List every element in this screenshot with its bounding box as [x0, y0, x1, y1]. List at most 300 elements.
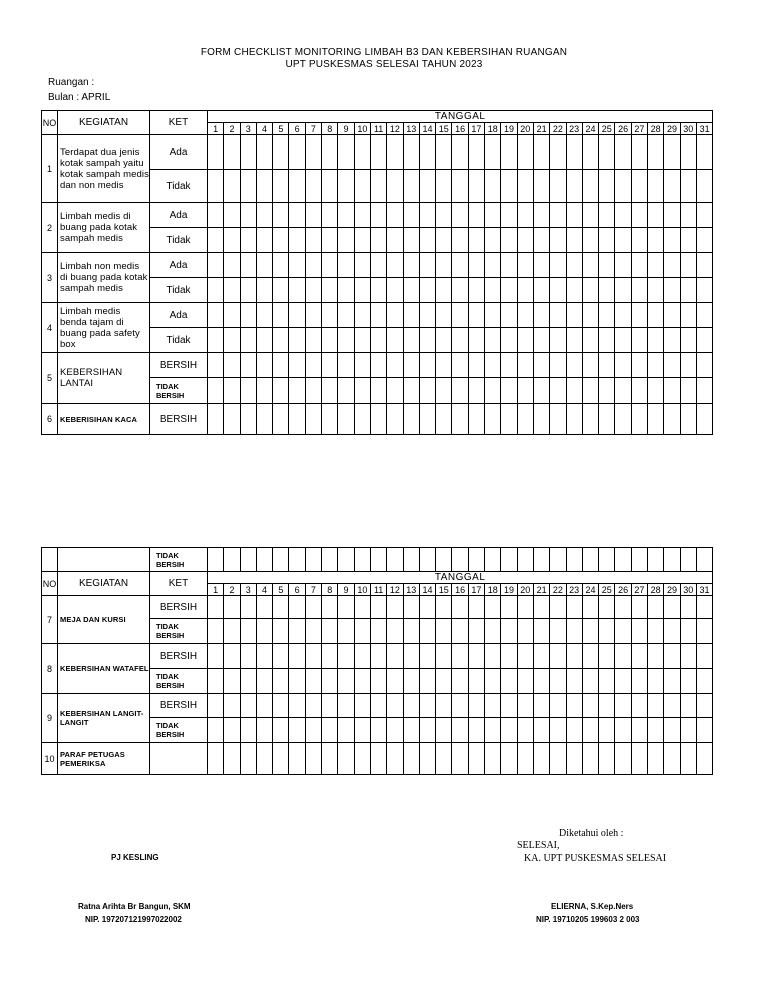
check-cell[interactable]	[387, 203, 403, 228]
check-cell[interactable]	[322, 228, 338, 253]
check-cell[interactable]	[533, 253, 549, 278]
check-cell[interactable]	[208, 353, 224, 378]
check-cell[interactable]	[485, 253, 501, 278]
check-cell[interactable]	[419, 596, 435, 619]
check-cell[interactable]	[582, 203, 598, 228]
check-cell[interactable]	[224, 253, 240, 278]
check-cell[interactable]	[256, 404, 272, 435]
check-cell[interactable]	[566, 203, 582, 228]
check-cell[interactable]	[631, 669, 647, 694]
check-cell[interactable]	[615, 203, 631, 228]
check-cell[interactable]	[208, 328, 224, 353]
check-cell[interactable]	[517, 644, 533, 669]
check-cell[interactable]	[485, 548, 501, 572]
check-cell[interactable]	[273, 170, 289, 203]
check-cell[interactable]	[501, 253, 517, 278]
check-cell[interactable]	[240, 228, 256, 253]
check-cell[interactable]	[256, 253, 272, 278]
check-cell[interactable]	[208, 303, 224, 328]
check-cell[interactable]	[582, 404, 598, 435]
check-cell[interactable]	[680, 548, 696, 572]
check-cell[interactable]	[517, 253, 533, 278]
check-cell[interactable]	[224, 353, 240, 378]
check-cell[interactable]	[696, 228, 713, 253]
check-cell[interactable]	[566, 253, 582, 278]
check-cell[interactable]	[305, 353, 321, 378]
check-cell[interactable]	[566, 378, 582, 404]
check-cell[interactable]	[533, 404, 549, 435]
check-cell[interactable]	[566, 619, 582, 644]
check-cell[interactable]	[289, 353, 305, 378]
check-cell[interactable]	[208, 203, 224, 228]
check-cell[interactable]	[517, 328, 533, 353]
check-cell[interactable]	[305, 596, 321, 619]
check-cell[interactable]	[631, 718, 647, 743]
check-cell[interactable]	[452, 353, 468, 378]
check-cell[interactable]	[566, 303, 582, 328]
check-cell[interactable]	[648, 669, 664, 694]
check-cell[interactable]	[631, 203, 647, 228]
check-cell[interactable]	[648, 328, 664, 353]
check-cell[interactable]	[501, 278, 517, 303]
check-cell[interactable]	[387, 669, 403, 694]
check-cell[interactable]	[550, 303, 566, 328]
check-cell[interactable]	[550, 378, 566, 404]
check-cell[interactable]	[648, 743, 664, 775]
check-cell[interactable]	[387, 718, 403, 743]
check-cell[interactable]	[648, 353, 664, 378]
check-cell[interactable]	[354, 718, 370, 743]
check-cell[interactable]	[680, 694, 696, 718]
check-cell[interactable]	[599, 378, 615, 404]
check-cell[interactable]	[533, 743, 549, 775]
check-cell[interactable]	[631, 743, 647, 775]
check-cell[interactable]	[354, 596, 370, 619]
check-cell[interactable]	[338, 644, 354, 669]
check-cell[interactable]	[208, 548, 224, 572]
check-cell[interactable]	[273, 303, 289, 328]
check-cell[interactable]	[468, 694, 484, 718]
check-cell[interactable]	[680, 203, 696, 228]
check-cell[interactable]	[615, 596, 631, 619]
check-cell[interactable]	[224, 170, 240, 203]
check-cell[interactable]	[501, 228, 517, 253]
check-cell[interactable]	[680, 328, 696, 353]
check-cell[interactable]	[664, 203, 680, 228]
check-cell[interactable]	[338, 303, 354, 328]
check-cell[interactable]	[599, 694, 615, 718]
check-cell[interactable]	[387, 619, 403, 644]
check-cell[interactable]	[533, 644, 549, 669]
check-cell[interactable]	[452, 596, 468, 619]
check-cell[interactable]	[468, 135, 484, 170]
check-cell[interactable]	[517, 404, 533, 435]
check-cell[interactable]	[338, 278, 354, 303]
check-cell[interactable]	[419, 548, 435, 572]
check-cell[interactable]	[468, 644, 484, 669]
check-cell[interactable]	[289, 278, 305, 303]
check-cell[interactable]	[273, 644, 289, 669]
check-cell[interactable]	[501, 378, 517, 404]
check-cell[interactable]	[550, 278, 566, 303]
check-cell[interactable]	[664, 548, 680, 572]
check-cell[interactable]	[273, 378, 289, 404]
check-cell[interactable]	[387, 135, 403, 170]
check-cell[interactable]	[485, 353, 501, 378]
check-cell[interactable]	[256, 596, 272, 619]
check-cell[interactable]	[566, 170, 582, 203]
check-cell[interactable]	[224, 135, 240, 170]
check-cell[interactable]	[419, 718, 435, 743]
check-cell[interactable]	[680, 378, 696, 404]
check-cell[interactable]	[582, 669, 598, 694]
check-cell[interactable]	[517, 170, 533, 203]
check-cell[interactable]	[256, 378, 272, 404]
check-cell[interactable]	[501, 596, 517, 619]
check-cell[interactable]	[680, 135, 696, 170]
check-cell[interactable]	[305, 548, 321, 572]
check-cell[interactable]	[354, 353, 370, 378]
check-cell[interactable]	[403, 253, 419, 278]
check-cell[interactable]	[419, 404, 435, 435]
check-cell[interactable]	[208, 404, 224, 435]
check-cell[interactable]	[664, 644, 680, 669]
check-cell[interactable]	[599, 644, 615, 669]
check-cell[interactable]	[403, 669, 419, 694]
check-cell[interactable]	[485, 203, 501, 228]
check-cell[interactable]	[468, 170, 484, 203]
check-cell[interactable]	[631, 303, 647, 328]
check-cell[interactable]	[533, 718, 549, 743]
check-cell[interactable]	[582, 303, 598, 328]
check-cell[interactable]	[615, 694, 631, 718]
check-cell[interactable]	[436, 303, 452, 328]
check-cell[interactable]	[273, 404, 289, 435]
check-cell[interactable]	[273, 596, 289, 619]
check-cell[interactable]	[403, 203, 419, 228]
check-cell[interactable]	[224, 404, 240, 435]
check-cell[interactable]	[550, 548, 566, 572]
check-cell[interactable]	[354, 203, 370, 228]
check-cell[interactable]	[256, 303, 272, 328]
check-cell[interactable]	[517, 619, 533, 644]
check-cell[interactable]	[273, 253, 289, 278]
check-cell[interactable]	[533, 203, 549, 228]
check-cell[interactable]	[240, 743, 256, 775]
check-cell[interactable]	[501, 619, 517, 644]
check-cell[interactable]	[517, 743, 533, 775]
check-cell[interactable]	[485, 378, 501, 404]
check-cell[interactable]	[419, 694, 435, 718]
check-cell[interactable]	[485, 135, 501, 170]
check-cell[interactable]	[680, 669, 696, 694]
check-cell[interactable]	[550, 170, 566, 203]
check-cell[interactable]	[419, 743, 435, 775]
check-cell[interactable]	[256, 694, 272, 718]
check-cell[interactable]	[224, 278, 240, 303]
check-cell[interactable]	[436, 743, 452, 775]
check-cell[interactable]	[664, 253, 680, 278]
check-cell[interactable]	[240, 404, 256, 435]
check-cell[interactable]	[338, 596, 354, 619]
check-cell[interactable]	[648, 228, 664, 253]
check-cell[interactable]	[485, 303, 501, 328]
check-cell[interactable]	[517, 203, 533, 228]
check-cell[interactable]	[533, 328, 549, 353]
check-cell[interactable]	[533, 353, 549, 378]
check-cell[interactable]	[550, 743, 566, 775]
check-cell[interactable]	[305, 743, 321, 775]
check-cell[interactable]	[354, 619, 370, 644]
check-cell[interactable]	[436, 548, 452, 572]
check-cell[interactable]	[582, 135, 598, 170]
check-cell[interactable]	[468, 404, 484, 435]
check-cell[interactable]	[452, 135, 468, 170]
check-cell[interactable]	[403, 228, 419, 253]
check-cell[interactable]	[664, 718, 680, 743]
check-cell[interactable]	[273, 228, 289, 253]
check-cell[interactable]	[533, 548, 549, 572]
check-cell[interactable]	[582, 378, 598, 404]
check-cell[interactable]	[224, 644, 240, 669]
check-cell[interactable]	[240, 378, 256, 404]
check-cell[interactable]	[485, 228, 501, 253]
check-cell[interactable]	[533, 303, 549, 328]
check-cell[interactable]	[403, 170, 419, 203]
check-cell[interactable]	[533, 619, 549, 644]
check-cell[interactable]	[240, 669, 256, 694]
check-cell[interactable]	[289, 378, 305, 404]
check-cell[interactable]	[582, 170, 598, 203]
check-cell[interactable]	[517, 694, 533, 718]
check-cell[interactable]	[240, 718, 256, 743]
check-cell[interactable]	[370, 404, 386, 435]
check-cell[interactable]	[224, 669, 240, 694]
check-cell[interactable]	[370, 228, 386, 253]
check-cell[interactable]	[273, 743, 289, 775]
check-cell[interactable]	[354, 743, 370, 775]
check-cell[interactable]	[256, 353, 272, 378]
check-cell[interactable]	[419, 253, 435, 278]
check-cell[interactable]	[599, 718, 615, 743]
check-cell[interactable]	[370, 669, 386, 694]
check-cell[interactable]	[566, 404, 582, 435]
check-cell[interactable]	[664, 228, 680, 253]
check-cell[interactable]	[631, 404, 647, 435]
check-cell[interactable]	[696, 328, 713, 353]
check-cell[interactable]	[419, 135, 435, 170]
check-cell[interactable]	[648, 135, 664, 170]
check-cell[interactable]	[599, 328, 615, 353]
check-cell[interactable]	[501, 404, 517, 435]
check-cell[interactable]	[322, 743, 338, 775]
check-cell[interactable]	[370, 644, 386, 669]
check-cell[interactable]	[289, 619, 305, 644]
check-cell[interactable]	[615, 378, 631, 404]
check-cell[interactable]	[273, 203, 289, 228]
check-cell[interactable]	[615, 135, 631, 170]
check-cell[interactable]	[485, 694, 501, 718]
check-cell[interactable]	[208, 743, 224, 775]
check-cell[interactable]	[256, 170, 272, 203]
check-cell[interactable]	[305, 135, 321, 170]
check-cell[interactable]	[338, 253, 354, 278]
check-cell[interactable]	[370, 253, 386, 278]
check-cell[interactable]	[387, 278, 403, 303]
check-cell[interactable]	[582, 718, 598, 743]
check-cell[interactable]	[599, 353, 615, 378]
check-cell[interactable]	[208, 378, 224, 404]
check-cell[interactable]	[419, 328, 435, 353]
check-cell[interactable]	[240, 135, 256, 170]
check-cell[interactable]	[696, 303, 713, 328]
check-cell[interactable]	[387, 404, 403, 435]
check-cell[interactable]	[696, 253, 713, 278]
check-cell[interactable]	[322, 644, 338, 669]
check-cell[interactable]	[615, 743, 631, 775]
check-cell[interactable]	[664, 170, 680, 203]
check-cell[interactable]	[208, 669, 224, 694]
check-cell[interactable]	[696, 135, 713, 170]
check-cell[interactable]	[322, 353, 338, 378]
check-cell[interactable]	[648, 718, 664, 743]
check-cell[interactable]	[582, 353, 598, 378]
check-cell[interactable]	[338, 694, 354, 718]
check-cell[interactable]	[501, 353, 517, 378]
check-cell[interactable]	[289, 548, 305, 572]
check-cell[interactable]	[419, 170, 435, 203]
check-cell[interactable]	[322, 203, 338, 228]
check-cell[interactable]	[289, 170, 305, 203]
check-cell[interactable]	[517, 303, 533, 328]
check-cell[interactable]	[550, 353, 566, 378]
check-cell[interactable]	[370, 619, 386, 644]
check-cell[interactable]	[599, 303, 615, 328]
check-cell[interactable]	[566, 718, 582, 743]
check-cell[interactable]	[436, 135, 452, 170]
check-cell[interactable]	[468, 596, 484, 619]
check-cell[interactable]	[322, 303, 338, 328]
check-cell[interactable]	[664, 596, 680, 619]
check-cell[interactable]	[208, 718, 224, 743]
check-cell[interactable]	[338, 404, 354, 435]
check-cell[interactable]	[566, 328, 582, 353]
check-cell[interactable]	[370, 353, 386, 378]
check-cell[interactable]	[664, 669, 680, 694]
check-cell[interactable]	[615, 548, 631, 572]
check-cell[interactable]	[338, 743, 354, 775]
check-cell[interactable]	[403, 718, 419, 743]
check-cell[interactable]	[517, 596, 533, 619]
check-cell[interactable]	[566, 135, 582, 170]
check-cell[interactable]	[403, 644, 419, 669]
check-cell[interactable]	[631, 596, 647, 619]
check-cell[interactable]	[436, 228, 452, 253]
check-cell[interactable]	[631, 353, 647, 378]
check-cell[interactable]	[533, 378, 549, 404]
check-cell[interactable]	[664, 694, 680, 718]
check-cell[interactable]	[436, 694, 452, 718]
check-cell[interactable]	[550, 328, 566, 353]
check-cell[interactable]	[224, 203, 240, 228]
check-cell[interactable]	[338, 328, 354, 353]
check-cell[interactable]	[452, 228, 468, 253]
check-cell[interactable]	[419, 278, 435, 303]
check-cell[interactable]	[387, 644, 403, 669]
check-cell[interactable]	[208, 596, 224, 619]
check-cell[interactable]	[354, 253, 370, 278]
check-cell[interactable]	[224, 378, 240, 404]
check-cell[interactable]	[696, 718, 712, 743]
check-cell[interactable]	[533, 170, 549, 203]
check-cell[interactable]	[256, 278, 272, 303]
check-cell[interactable]	[533, 669, 549, 694]
check-cell[interactable]	[322, 694, 338, 718]
check-cell[interactable]	[370, 203, 386, 228]
check-cell[interactable]	[680, 644, 696, 669]
check-cell[interactable]	[566, 228, 582, 253]
check-cell[interactable]	[370, 378, 386, 404]
check-cell[interactable]	[240, 278, 256, 303]
check-cell[interactable]	[648, 303, 664, 328]
check-cell[interactable]	[533, 278, 549, 303]
check-cell[interactable]	[566, 669, 582, 694]
check-cell[interactable]	[338, 669, 354, 694]
check-cell[interactable]	[240, 619, 256, 644]
check-cell[interactable]	[648, 694, 664, 718]
check-cell[interactable]	[501, 644, 517, 669]
check-cell[interactable]	[436, 596, 452, 619]
check-cell[interactable]	[289, 404, 305, 435]
check-cell[interactable]	[338, 203, 354, 228]
check-cell[interactable]	[485, 596, 501, 619]
check-cell[interactable]	[387, 328, 403, 353]
check-cell[interactable]	[387, 353, 403, 378]
check-cell[interactable]	[338, 353, 354, 378]
check-cell[interactable]	[566, 743, 582, 775]
check-cell[interactable]	[696, 353, 713, 378]
check-cell[interactable]	[452, 718, 468, 743]
check-cell[interactable]	[224, 718, 240, 743]
check-cell[interactable]	[338, 718, 354, 743]
check-cell[interactable]	[419, 303, 435, 328]
check-cell[interactable]	[680, 253, 696, 278]
check-cell[interactable]	[387, 548, 403, 572]
check-cell[interactable]	[208, 228, 224, 253]
check-cell[interactable]	[224, 694, 240, 718]
check-cell[interactable]	[599, 404, 615, 435]
check-cell[interactable]	[485, 278, 501, 303]
check-cell[interactable]	[322, 378, 338, 404]
check-cell[interactable]	[305, 669, 321, 694]
check-cell[interactable]	[550, 619, 566, 644]
check-cell[interactable]	[240, 548, 256, 572]
check-cell[interactable]	[289, 253, 305, 278]
check-cell[interactable]	[436, 328, 452, 353]
check-cell[interactable]	[338, 228, 354, 253]
check-cell[interactable]	[501, 718, 517, 743]
check-cell[interactable]	[452, 669, 468, 694]
check-cell[interactable]	[436, 619, 452, 644]
check-cell[interactable]	[419, 228, 435, 253]
check-cell[interactable]	[240, 328, 256, 353]
check-cell[interactable]	[485, 644, 501, 669]
check-cell[interactable]	[387, 253, 403, 278]
check-cell[interactable]	[517, 669, 533, 694]
check-cell[interactable]	[354, 278, 370, 303]
check-cell[interactable]	[582, 619, 598, 644]
check-cell[interactable]	[403, 548, 419, 572]
